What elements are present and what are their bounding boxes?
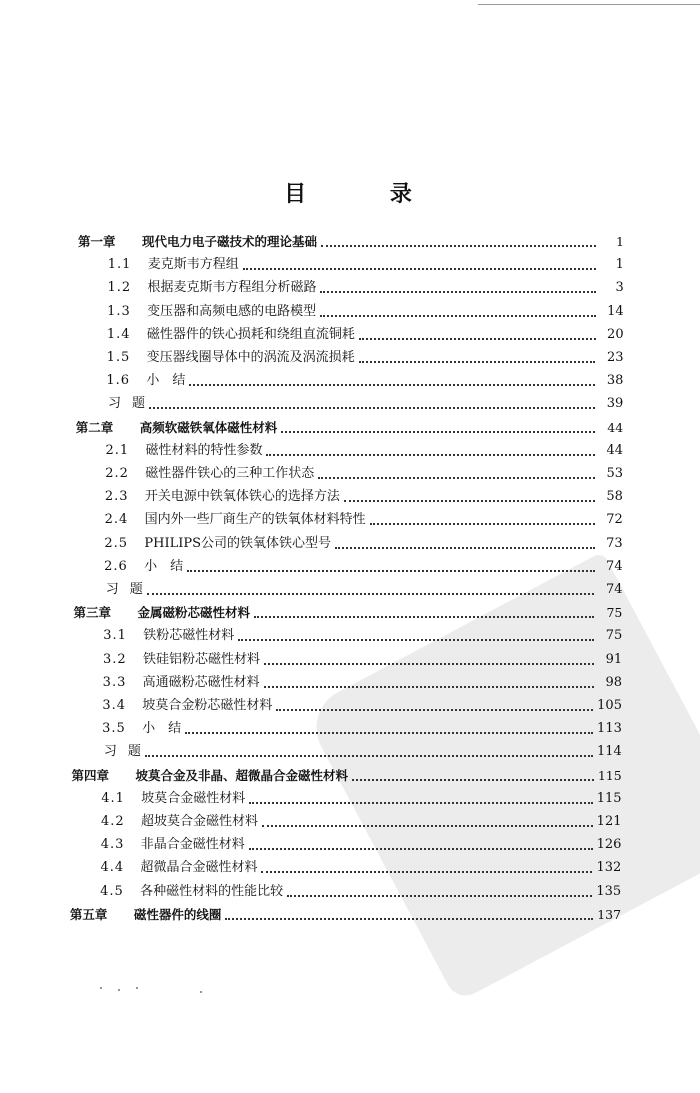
toc-entry-page-number: 126 bbox=[596, 837, 622, 853]
dot-leader bbox=[147, 592, 595, 595]
toc-entry-page-number: 3 bbox=[615, 280, 624, 296]
toc-entry-title: 根据麦克斯韦方程组分析磁路 bbox=[147, 280, 317, 296]
dot-leader bbox=[261, 870, 592, 873]
toc-entry-title: 超微晶合金磁性材料 bbox=[140, 860, 258, 876]
toc-entry-number: 4.5 bbox=[100, 883, 124, 899]
toc-entry-number: 3.3 bbox=[102, 674, 127, 690]
dot-leader bbox=[264, 685, 594, 688]
toc-entry-title: 坡莫合金磁性材料 bbox=[141, 790, 246, 806]
toc-entry-section bbox=[103, 669, 622, 691]
scan-edge-line bbox=[478, 4, 700, 5]
toc-entry-section bbox=[105, 437, 623, 459]
toc-entry-section bbox=[100, 854, 621, 876]
toc-entry-title: 小 结 bbox=[146, 373, 186, 389]
toc-entry-number: 4.4 bbox=[100, 860, 125, 876]
toc-entry-section bbox=[107, 321, 624, 343]
toc-entry-chapter bbox=[74, 599, 623, 621]
dot-leader bbox=[225, 917, 593, 920]
toc-entry-number: 第三章 bbox=[73, 605, 112, 621]
toc-entry-page-number: 98 bbox=[605, 674, 623, 690]
toc-entry-number: 第二章 bbox=[75, 419, 114, 435]
toc-entry-title: 非晶合金磁性材料 bbox=[140, 837, 245, 853]
toc-entry-number: 第四章 bbox=[71, 767, 110, 783]
toc-entry-page-number: 115 bbox=[597, 767, 622, 783]
toc-entry-page-number: 39 bbox=[606, 396, 624, 412]
toc-entry-number: 第一章 bbox=[78, 234, 116, 249]
toc-entry-number: 2.2 bbox=[105, 466, 129, 481]
toc-entry-page-number: 74 bbox=[605, 582, 623, 597]
dot-leader bbox=[335, 546, 595, 549]
toc-entry-page-number: 44 bbox=[607, 419, 624, 435]
toc-entry-number: 2.6 bbox=[104, 558, 128, 574]
toc-entry-title: 现代电力电子磁技术的理论基础 bbox=[142, 234, 318, 249]
toc-entry-page-number: 75 bbox=[606, 605, 623, 621]
toc-entry-title: 高频软磁铁氧体磁性材料 bbox=[139, 419, 278, 435]
toc-entry-number: 2.3 bbox=[104, 489, 129, 505]
toc-entry-number: 1.4 bbox=[106, 326, 131, 342]
toc-entry-number: 3.5 bbox=[102, 721, 126, 737]
dot-leader bbox=[264, 662, 594, 665]
toc-entry-section bbox=[106, 367, 623, 389]
dot-leader bbox=[370, 522, 595, 525]
toc-entry-title: 坡莫合金粉芯磁性材料 bbox=[142, 698, 273, 713]
toc-entry-title: 金属磁粉芯磁性材料 bbox=[137, 605, 251, 621]
toc-entry-page-number: 115 bbox=[596, 790, 622, 806]
toc-entry-section bbox=[102, 715, 622, 737]
toc-entry-page-number: 113 bbox=[597, 721, 622, 737]
toc-entry-number: 4.1 bbox=[101, 790, 125, 806]
dot-leader bbox=[320, 314, 596, 317]
toc-entry-chapter bbox=[70, 901, 621, 923]
dot-leader bbox=[352, 778, 594, 781]
toc-entry-chapter bbox=[72, 762, 622, 784]
toc-entry-page-number: 91 bbox=[605, 651, 623, 667]
dot-leader bbox=[318, 476, 595, 479]
toc-entry-number: 3.1 bbox=[103, 628, 127, 644]
toc-entry-section bbox=[101, 785, 621, 807]
toc-entry-title: 磁性器件铁心的三种工作状态 bbox=[145, 466, 315, 481]
toc-entry-number: 3.2 bbox=[102, 651, 127, 667]
toc-entry-number: 习 bbox=[103, 744, 129, 760]
dot-leader bbox=[249, 801, 592, 804]
dot-leader bbox=[254, 615, 594, 618]
toc-entry-page-number: 105 bbox=[597, 698, 622, 713]
toc-entry-title: 国内外一些厂商生产的铁氧体材料特性 bbox=[144, 512, 366, 528]
toc-entry-page-number: 135 bbox=[596, 883, 622, 899]
dot-leader bbox=[281, 430, 595, 433]
toc-entry-section bbox=[105, 483, 623, 505]
toc-entry-page-number: 1 bbox=[615, 257, 624, 273]
toc-entry-page-number: 23 bbox=[606, 350, 624, 365]
toc-entry-title: 高通磁粉芯磁性材料 bbox=[142, 674, 260, 690]
toc-entry-page-number: 1 bbox=[616, 234, 624, 249]
toc-entry-page-number: 38 bbox=[606, 373, 624, 389]
dot-leader bbox=[185, 731, 593, 734]
toc-entry-section bbox=[107, 274, 623, 296]
toc-entry-section bbox=[101, 831, 622, 853]
dot-leader bbox=[359, 360, 596, 363]
toc-entry-chapter bbox=[76, 414, 623, 436]
toc-entry-section bbox=[105, 460, 623, 482]
toc-entry-title: 题 bbox=[132, 396, 146, 412]
toc-entry-page-number: 75 bbox=[605, 628, 623, 644]
toc-entry-title: 磁性器件的线圈 bbox=[133, 906, 222, 922]
toc-entry-title: 题 bbox=[129, 582, 143, 597]
dot-leader bbox=[189, 383, 595, 386]
dot-leader bbox=[249, 847, 593, 850]
toc-entry-number: 1.2 bbox=[107, 280, 132, 296]
toc-entry-section bbox=[104, 553, 623, 575]
dot-leader bbox=[359, 337, 596, 340]
toc-entry-section bbox=[103, 622, 622, 644]
toc-entry-title: 超坡莫合金磁性材料 bbox=[141, 814, 259, 829]
speck bbox=[100, 987, 102, 989]
scan-specks bbox=[100, 985, 250, 995]
toc-entry-page-number: 72 bbox=[606, 512, 623, 528]
toc-entry-section bbox=[105, 506, 623, 528]
toc-entry-title: PHILIPS公司的铁氧体铁心型号 bbox=[144, 535, 331, 551]
toc-entry-number: 1.5 bbox=[106, 350, 131, 365]
dot-leader bbox=[321, 244, 596, 247]
toc-entry-section bbox=[102, 692, 622, 714]
toc-entry-section bbox=[107, 344, 624, 366]
toc-entry-title: 麦克斯韦方程组 bbox=[147, 257, 239, 273]
toc-entry-page-number: 14 bbox=[607, 303, 624, 319]
toc-entry-section bbox=[108, 251, 624, 273]
toc-entry-section bbox=[107, 298, 624, 320]
toc-entry-exercise bbox=[108, 390, 623, 412]
page-title: 目 录 bbox=[284, 182, 450, 207]
toc-entry-title: 题 bbox=[127, 744, 141, 760]
toc-entry-page-number: 73 bbox=[606, 535, 623, 551]
toc-entry-number: 4.3 bbox=[100, 837, 125, 853]
toc-entry-page-number: 58 bbox=[606, 489, 623, 505]
toc-entry-title: 坡莫合金及非晶、超微晶合金磁性材料 bbox=[135, 767, 349, 783]
toc-entry-page-number: 74 bbox=[606, 558, 623, 574]
dot-leader bbox=[187, 569, 595, 572]
toc-entry-title: 开关电源中铁氧体铁心的选择方法 bbox=[144, 489, 340, 505]
toc-entry-exercise bbox=[104, 738, 622, 760]
speck bbox=[136, 987, 138, 989]
dot-leader bbox=[287, 894, 592, 897]
toc-entry-exercise bbox=[106, 576, 623, 598]
toc-entry-title: 变压器和高频电感的电路模型 bbox=[147, 303, 317, 319]
dot-leader bbox=[145, 754, 593, 757]
toc-entry-number: 3.4 bbox=[102, 698, 127, 713]
toc-entry-title: 变压器线圈导体中的涡流及涡流损耗 bbox=[146, 350, 355, 365]
dot-leader bbox=[320, 290, 595, 293]
toc-entry-section bbox=[103, 646, 622, 668]
toc-entry-number: 1.1 bbox=[107, 257, 132, 273]
toc-entry-section bbox=[104, 530, 622, 552]
dot-leader bbox=[238, 638, 594, 641]
toc-entry-number: 习 bbox=[105, 582, 131, 597]
dot-leader bbox=[344, 499, 595, 502]
toc-entry-number: 习 bbox=[108, 396, 134, 412]
dot-leader bbox=[266, 453, 595, 456]
dot-leader bbox=[243, 267, 596, 270]
toc-entry-number: 2.4 bbox=[104, 512, 129, 528]
toc-entry-page-number: 44 bbox=[606, 442, 624, 458]
toc-entry-title: 小 结 bbox=[144, 558, 184, 574]
toc-entry-number: 2.1 bbox=[105, 442, 130, 458]
toc-entry-title: 磁性器件的铁心损耗和绕组直流铜耗 bbox=[146, 326, 355, 342]
toc-entry-number: 4.2 bbox=[101, 814, 125, 829]
toc-entry-page-number: 53 bbox=[606, 466, 623, 481]
speck bbox=[118, 989, 120, 991]
toc-entry-number: 2.5 bbox=[104, 535, 129, 551]
toc-entry-page-number: 137 bbox=[597, 906, 622, 922]
toc-entry-title: 磁性材料的特性参数 bbox=[145, 442, 263, 458]
toc-entry-number: 1.6 bbox=[106, 373, 130, 389]
dot-leader bbox=[276, 708, 593, 711]
toc-entry-page-number: 114 bbox=[596, 744, 622, 760]
dot-leader bbox=[262, 824, 593, 827]
toc-entry-section bbox=[101, 808, 622, 830]
toc-entry-number: 1.3 bbox=[107, 303, 131, 319]
toc-entry-title: 铁硅铝粉芯磁性材料 bbox=[142, 651, 260, 667]
toc-entry-number: 第五章 bbox=[69, 906, 108, 922]
toc-entry-section bbox=[100, 878, 621, 900]
toc-entry-page-number: 121 bbox=[596, 814, 622, 829]
toc-entry-page-number: 132 bbox=[596, 860, 622, 876]
toc-entry-page-number: 20 bbox=[607, 326, 624, 342]
toc-entry-title: 各种磁性材料的性能比较 bbox=[140, 883, 284, 899]
toc-entry-chapter bbox=[78, 228, 624, 250]
toc-entry-title: 铁粉芯磁性材料 bbox=[143, 628, 235, 644]
toc-entry-title: 小 结 bbox=[142, 721, 182, 737]
speck bbox=[200, 991, 202, 993]
dot-leader bbox=[149, 406, 595, 409]
